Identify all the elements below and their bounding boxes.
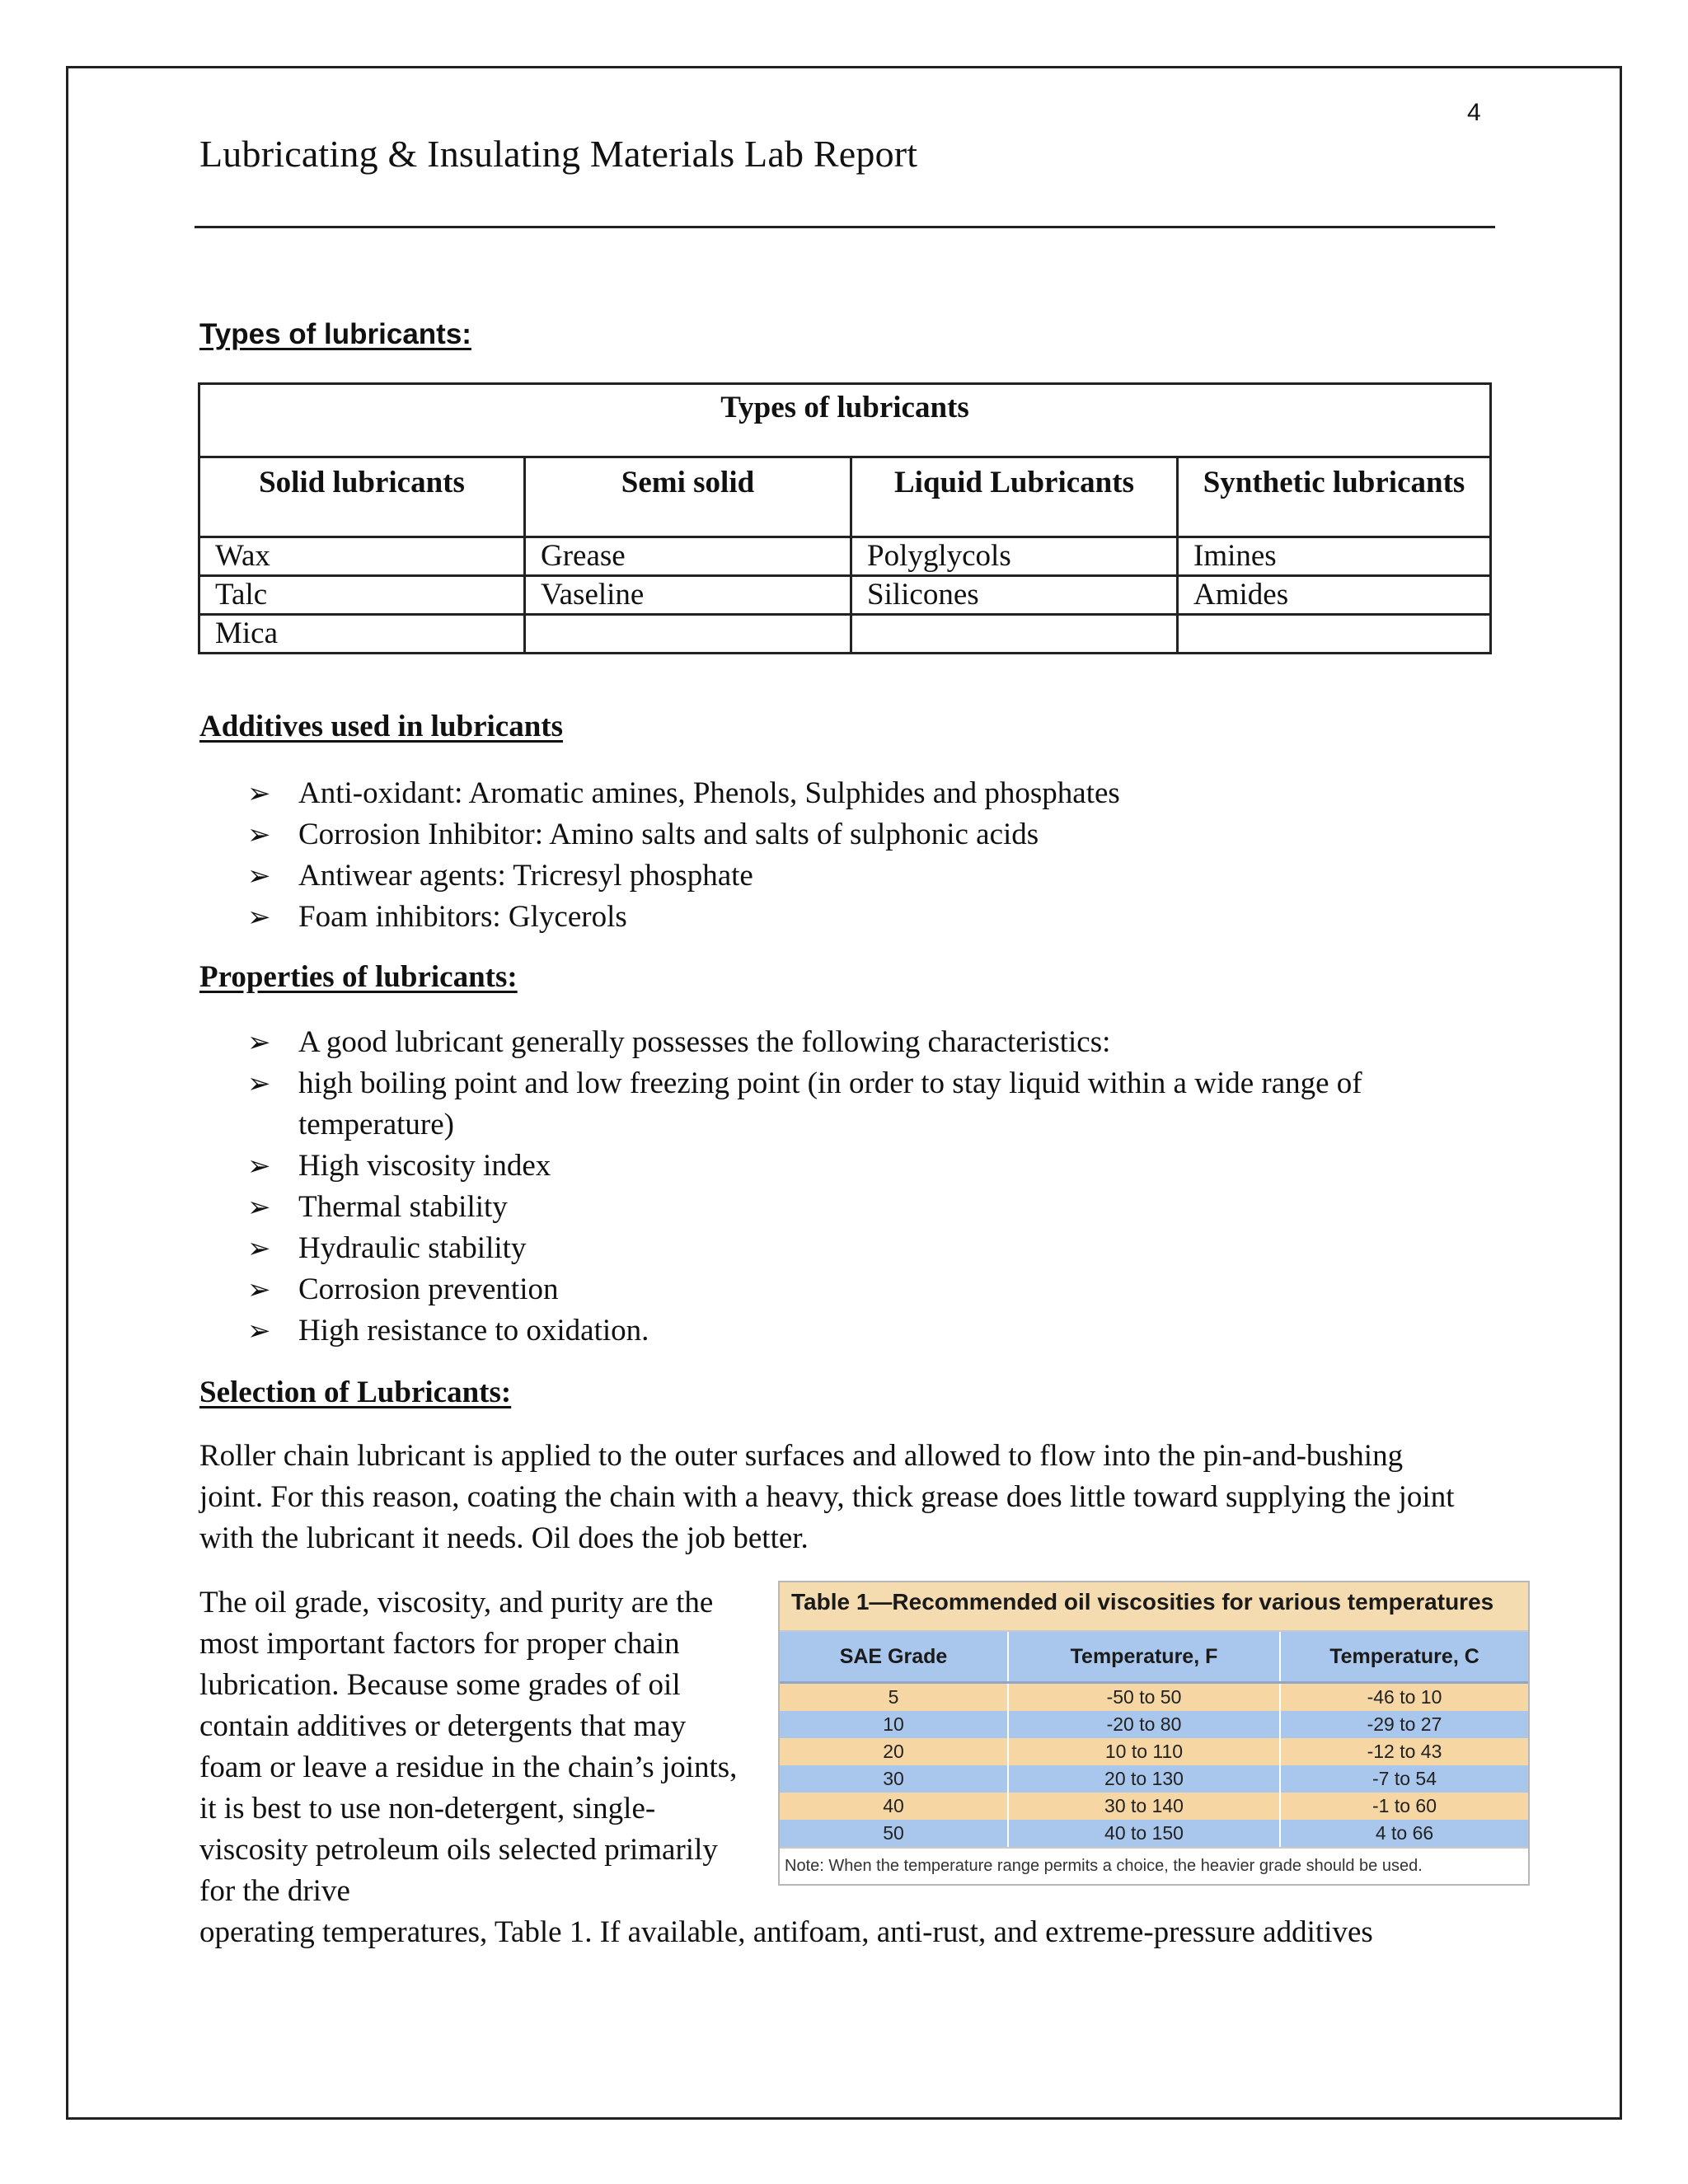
additives-list — [247, 773, 1484, 938]
column-header: Temperature, C — [1280, 1632, 1528, 1683]
table-cell: Polyglycols — [851, 537, 1178, 576]
oil-table-note: Note: When the temperature range permits a choice, the heavier grade should be used. — [780, 1847, 1528, 1884]
table-cell: 20 — [780, 1738, 1008, 1765]
table-cell: -1 to 60 — [1280, 1793, 1528, 1820]
table-cell: 40 to 150 — [1008, 1820, 1280, 1847]
list-item-text: Corrosion Inhibitor: Amino salts and salts of sulphonic acids — [298, 818, 1039, 851]
list-item-text: Antiwear agents: Tricresyl phosphate — [298, 859, 753, 893]
table-cell: Talc — [199, 576, 525, 615]
arrow-bullet-icon: ➢ — [247, 777, 271, 810]
list-item-text: A good lubricant generally possesses the following characteristics: — [298, 1025, 1111, 1059]
table-row — [780, 1793, 1528, 1820]
list-item — [247, 1063, 1467, 1146]
table-cell: Wax — [199, 537, 525, 576]
list-item-text: High resistance to oxidation. — [298, 1314, 649, 1347]
list-item-text: Foam inhibitors: Glycerols — [298, 900, 627, 934]
list-item — [247, 814, 1484, 855]
table-cell: Grease — [525, 537, 851, 576]
list-item — [247, 1228, 1467, 1269]
table-cell: -20 to 80 — [1008, 1711, 1280, 1738]
properties-list — [247, 1022, 1467, 1352]
header-divider — [195, 226, 1495, 228]
list-item — [247, 1269, 1467, 1310]
table-row — [780, 1765, 1528, 1793]
properties-heading: Properties of lubricants: — [199, 960, 518, 994]
list-item — [247, 897, 1484, 938]
list-item — [247, 1146, 1467, 1187]
arrow-bullet-icon: ➢ — [247, 1150, 271, 1183]
oil-table-title: Table 1—Recommended oil viscosities for various temperatures — [780, 1582, 1528, 1632]
arrow-bullet-icon: ➢ — [247, 1191, 271, 1224]
selection-paragraph: Roller chain lubricant is applied to the outer surfaces and allowed to flow into the pin-and-bushing joint. For this reason, coating the chain with a heavy, thick grease does little toward supplying the joint with the lubricant it needs. Oil does the job better. — [199, 1439, 1455, 1555]
list-item — [247, 1022, 1467, 1063]
list-item — [247, 1187, 1467, 1228]
oil-viscosity-table — [778, 1581, 1530, 1886]
oil-table-grid — [780, 1632, 1528, 1847]
types-heading: Types of lubricants: — [199, 318, 471, 350]
table-cell: -29 to 27 — [1280, 1711, 1528, 1738]
table-cell: Silicones — [851, 576, 1178, 615]
table-cell: 40 — [780, 1793, 1008, 1820]
table-cell: 10 to 110 — [1008, 1738, 1280, 1765]
column-header: Semi solid — [525, 457, 851, 537]
table-cell: 4 to 66 — [1280, 1820, 1528, 1847]
header-title: Lubricating & Insulating Materials Lab Report — [199, 133, 918, 175]
selection-heading: Selection of Lubricants: — [199, 1376, 512, 1409]
column-header: Synthetic lubricants — [1178, 457, 1491, 537]
list-item — [247, 773, 1484, 814]
table-row — [199, 576, 1491, 615]
table-cell: -7 to 54 — [1280, 1765, 1528, 1793]
table-cell — [525, 615, 851, 654]
list-item-text: High viscosity index — [298, 1149, 551, 1183]
column-header: Liquid Lubricants — [851, 457, 1178, 537]
table-cell: 10 — [780, 1711, 1008, 1738]
list-item-text: Corrosion prevention — [298, 1272, 559, 1306]
table-cell: -50 to 50 — [1008, 1683, 1280, 1712]
arrow-bullet-icon: ➢ — [247, 1232, 271, 1265]
table-cell: 20 to 130 — [1008, 1765, 1280, 1793]
arrow-bullet-icon: ➢ — [247, 860, 271, 893]
list-item — [247, 855, 1484, 897]
arrow-bullet-icon: ➢ — [247, 1067, 271, 1100]
oil-grade-paragraph: The oil grade, viscosity, and purity are the most important factors for proper chain lubrication. Because some grades of oil contain additives or detergents that may foam or leave a residue in the chain’s joints, it is best to use non-detergent, single- viscosity petroleum oils selected primarily for the drive — [199, 1586, 738, 1908]
list-item-text: Hydraulic stability — [298, 1231, 527, 1265]
table-cell — [1178, 615, 1491, 654]
list-item-text: Thermal stability — [298, 1190, 508, 1224]
table-cell: 30 to 140 — [1008, 1793, 1280, 1820]
table-cell: Vaseline — [525, 576, 851, 615]
table-header-row — [199, 457, 1491, 537]
list-item-text: Anti-oxidant: Aromatic amines, Phenols, Sulphides and phosphates — [298, 776, 1120, 810]
page-number: 4 — [1467, 99, 1481, 126]
table-row — [780, 1738, 1528, 1765]
table-cell: Amides — [1178, 576, 1491, 615]
arrow-bullet-icon: ➢ — [247, 901, 271, 934]
table-cell: Imines — [1178, 537, 1491, 576]
table-cell: 5 — [780, 1683, 1008, 1712]
arrow-bullet-icon: ➢ — [247, 1273, 271, 1306]
table-row — [780, 1820, 1528, 1847]
table-cell: Mica — [199, 615, 525, 654]
arrow-bullet-icon: ➢ — [247, 818, 271, 851]
table-row — [199, 537, 1491, 576]
column-header: Solid lubricants — [199, 457, 525, 537]
table-cell: 30 — [780, 1765, 1008, 1793]
list-item — [247, 1310, 1467, 1352]
table-cell: -46 to 10 — [1280, 1683, 1528, 1712]
lubricant-types-table — [198, 382, 1492, 654]
table-cell — [851, 615, 1178, 654]
table-row — [780, 1711, 1528, 1738]
table-row — [199, 615, 1491, 654]
table-caption: Types of lubricants — [199, 384, 1491, 457]
column-header: Temperature, F — [1008, 1632, 1280, 1683]
table-cell: 50 — [780, 1820, 1008, 1847]
oil-table-header-row — [780, 1632, 1528, 1683]
additives-heading: Additives used in lubricants — [199, 710, 564, 743]
oil-grade-paragraph-continued: operating temperatures, Table 1. If available, antifoam, anti-rust, and extreme-pressure additives — [199, 1915, 1373, 1949]
column-header: SAE Grade — [780, 1632, 1008, 1683]
list-item-text: high boiling point and low freezing point (in order to stay liquid within a wide range of temperature) — [298, 1066, 1362, 1141]
table-row — [780, 1683, 1528, 1712]
arrow-bullet-icon: ➢ — [247, 1315, 271, 1347]
table-cell: -12 to 43 — [1280, 1738, 1528, 1765]
arrow-bullet-icon: ➢ — [247, 1026, 271, 1059]
